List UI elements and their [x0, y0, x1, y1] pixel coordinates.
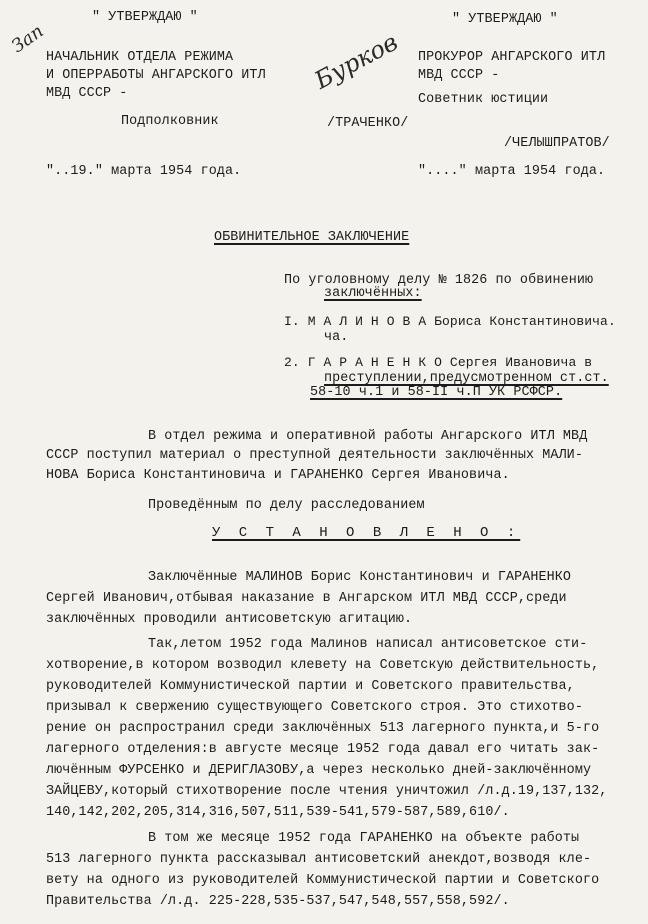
accused-1-cont: ча. — [324, 330, 349, 345]
para3-line: вету на одного из руководителей Коммунистической партии и Советского — [46, 873, 600, 888]
case-line1: По уголовному делу № 1826 по обвинению — [284, 273, 594, 288]
investigation-line: Проведённым по делу расследованием — [148, 498, 425, 513]
approval-right-label: " УТВЕРЖДАЮ " — [452, 12, 558, 27]
accused-1: I. М А Л И Н О В А Бориса Константиновича. — [284, 314, 616, 329]
approval-left-signer: /ТРАЧЕНКО/ — [327, 116, 409, 131]
para3-line: В том же месяце 1952 года ГАРАНЕНКО на объекте работы — [148, 831, 580, 846]
para2-line: 140,142,202,205,314,316,507,511,539-541,579-587,589,610/. — [46, 805, 510, 820]
intro-line: СССР поступил материал о преступной деятельности заключённых МАЛИ- — [46, 448, 583, 463]
para2-line: лючённым ФУРСЕНКО и ДЕРИГЛАЗОВУ,а через несколько дней-заключённому — [46, 763, 592, 778]
approval-right-line2: МВД СССР - — [418, 68, 500, 83]
handwritten-signature: Бурков — [310, 27, 403, 95]
approval-left-label: " УТВЕРЖДАЮ " — [92, 10, 198, 25]
intro-line: НОВА Бориса Константиновича и ГАРАНЕНКО Сергея Ивановича. — [46, 468, 510, 483]
accused-2-cont2: 58-10 ч.1 и 58-II ч.П УК РСФСР. — [310, 385, 563, 400]
para1-line: заключённых проводили антисоветскую агитацию. — [46, 612, 413, 627]
document-title: ОБВИНИТЕЛЬНОЕ ЗАКЛЮЧЕНИЕ — [214, 230, 410, 245]
approval-left-line3: МВД СССР - — [46, 86, 128, 101]
established-heading: У С Т А Н О В Л Е Н О : — [212, 525, 521, 541]
para1-line: Сергей Иванович,отбывая наказание в Ангарском ИТЛ МВД СССР,среди — [46, 591, 567, 606]
para2-line: хотворение,в котором возводил клевету на Советскую действительность, — [46, 658, 600, 673]
para2-line: рение он распространил среди заключённых 513 лагерного пункта,и 5-го — [46, 721, 600, 736]
para2-line: лагерного отделения:в августе месяце 1952 года давал его читать зак- — [46, 742, 600, 757]
para2-line: Так,летом 1952 года Малинов написал антисоветское сти- — [148, 637, 588, 652]
approval-right-date: "...." марта 1954 года. — [418, 164, 606, 179]
approval-left-rank: Подполковник — [121, 114, 219, 129]
accused-2: 2. Г А Р А Н Е Н К О Сергея Ивановича в — [284, 355, 593, 370]
approval-left-line1: НАЧАЛЬНИК ОТДЕЛА РЕЖИМА — [46, 50, 234, 65]
intro-line: В отдел режима и оперативной работы Ангарского ИТЛ МВД — [148, 429, 588, 444]
case-line2: заключённых: — [324, 286, 422, 301]
para1-line: Заключённые МАЛИНОВ Борис Константинович и ГАРАНЕНКО — [148, 570, 572, 585]
approval-right-signer: /ЧЕЛЫШПРАТОВ/ — [504, 136, 610, 151]
approval-left-date: "..19." марта 1954 года. — [46, 164, 242, 179]
approval-right-line1: ПРОКУРОР АНГАРСКОГО ИТЛ — [418, 50, 606, 65]
approval-left-line2: И ОПЕРРАБОТЫ АНГАРСКОГО ИТЛ — [46, 68, 266, 83]
accused-2-cont1: преступлении,предусмотренном ст.ст. — [324, 371, 609, 386]
handwritten-margin-mark: Зап — [8, 20, 48, 58]
approval-right-line3: Советник юстиции — [418, 92, 549, 107]
para2-line: руководителей Коммунистической партии и Советского правительства, — [46, 679, 575, 694]
para2-line: призывал к свержению существующего Советского строя. Это стихотво- — [46, 700, 583, 715]
para2-line: ЗАЙЦЕВУ,который стихотворение после чтения уничтожил /л.д.19,137,132, — [46, 784, 608, 799]
para3-line: 513 лагерного пункта рассказывал антисоветский анекдот,возводя кле- — [46, 852, 592, 867]
para3-line: Правительства /л.д. 225-228,535-537,547,548,557,558,592/. — [46, 894, 510, 909]
